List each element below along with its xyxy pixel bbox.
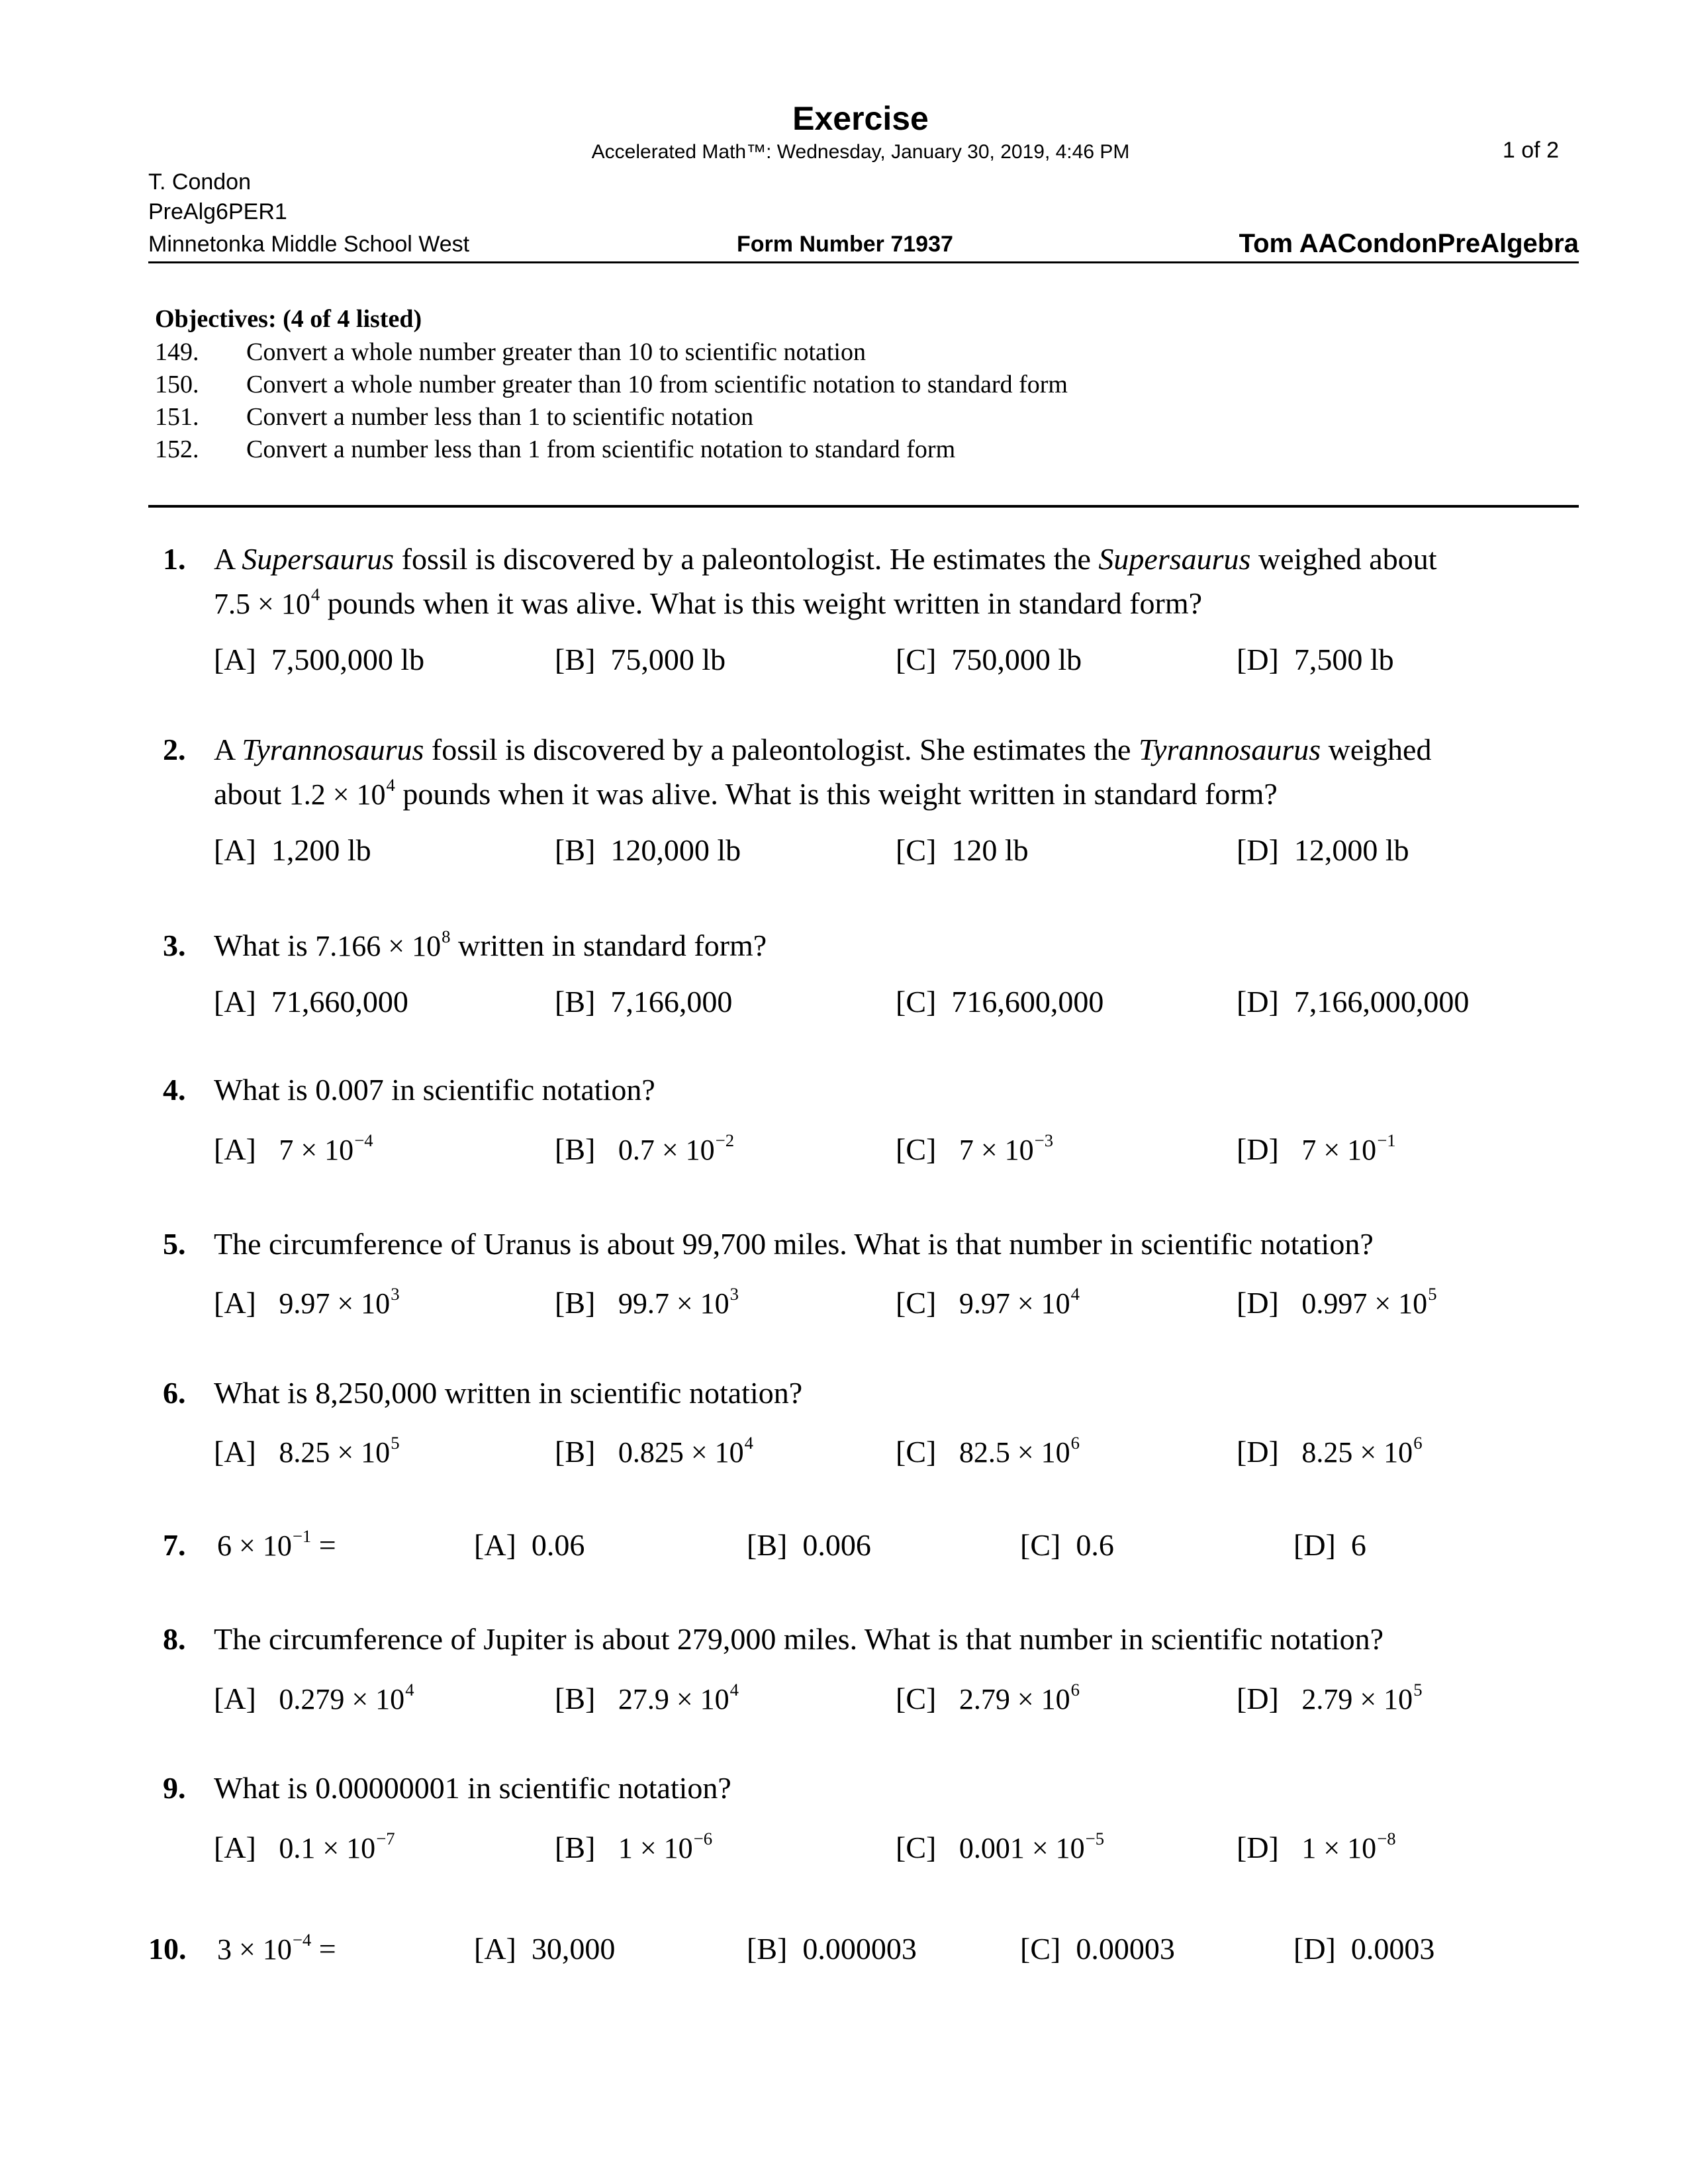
objectives-heading: Objectives: (4 of 4 listed) xyxy=(155,305,422,333)
question-1-choice-c[interactable]: [C] 750,000 lb xyxy=(896,643,1082,676)
question-10-choice-a[interactable]: [A] 30,000 xyxy=(474,1932,616,1966)
question-4-choice-a[interactable]: [A] $7 \times 10^{-4}$ xyxy=(214,1130,373,1166)
page-title: Exercise xyxy=(792,100,929,137)
question-4-number: 4. xyxy=(163,1073,186,1107)
teacher-name: T. Condon xyxy=(148,169,251,195)
question-10-choice-d[interactable]: [D] 0.0003 xyxy=(1293,1932,1435,1966)
question-9-text: What is 0.00000001 in scientific notation? xyxy=(214,1771,731,1805)
question-6-choice-a[interactable]: [A] $8.25 \times 10^5$ xyxy=(214,1433,400,1469)
school-name: Minnetonka Middle School West xyxy=(148,232,470,257)
question-8-choice-c[interactable]: [C] $2.79 \times 10^6$ xyxy=(896,1680,1080,1715)
question-10-number: 10. xyxy=(148,1932,187,1966)
question-9-choice-b[interactable]: [B] $1 \times 10^{-6}$ xyxy=(555,1829,713,1864)
question-5-choice-a[interactable]: [A] $9.97 \times 10^3$ xyxy=(214,1284,400,1320)
question-10-text: $3 \times 10^{-4}$ = xyxy=(217,1930,336,1966)
question-5-choice-b[interactable]: [B] $99.7 \times 10^3$ xyxy=(555,1284,739,1320)
question-2-number: 2. xyxy=(163,733,186,766)
question-7-choice-d[interactable]: [D] 6 xyxy=(1293,1528,1366,1562)
question-4-text: What is 0.007 in scientific notation? xyxy=(214,1073,655,1107)
question-7-choice-b[interactable]: [B] 0.006 xyxy=(747,1528,871,1562)
question-6-choice-c[interactable]: [C] $82.5 \times 10^6$ xyxy=(896,1433,1080,1469)
question-7-text: $6 \times 10^{-1}$ = xyxy=(217,1526,336,1562)
question-3-text: What is $7.166 \times 10^8$ written in standard form? xyxy=(214,927,767,962)
question-7-choice-c[interactable]: [C] 0.6 xyxy=(1020,1528,1114,1562)
question-6-choice-b[interactable]: [B] $0.825 \times 10^4$ xyxy=(555,1433,753,1469)
objectives-divider xyxy=(148,505,1579,508)
question-9-number: 9. xyxy=(163,1771,186,1805)
question-4-choice-c[interactable]: [C] $7 \times 10^{-3}$ xyxy=(896,1130,1054,1166)
question-5-number: 5. xyxy=(163,1227,186,1261)
page-number: 1 of 2 xyxy=(1502,138,1559,163)
question-3-choice-d[interactable]: [D] 7,166,000,000 xyxy=(1237,985,1470,1019)
class-name: PreAlg6PER1 xyxy=(148,199,287,224)
question-8-text: The circumference of Jupiter is about 279,000 miles. What is that number in scientific notation? xyxy=(214,1622,1384,1656)
question-1-choice-b[interactable]: [B] 75,000 lb xyxy=(555,643,726,676)
objective-number: 150. xyxy=(155,371,199,398)
question-2-choice-b[interactable]: [B] 120,000 lb xyxy=(555,833,741,867)
objective-number: 152. xyxy=(155,435,199,463)
question-4-choice-b[interactable]: [B] $0.7 \times 10^{-2}$ xyxy=(555,1130,735,1166)
question-1-text-line2: $7.5 \times 10^4$ pounds when it was alive. What is this weight written in standard form? xyxy=(214,584,1203,620)
question-6-choice-d[interactable]: [D] $8.25 \times 10^6$ xyxy=(1237,1433,1423,1469)
question-2-text: A Tyrannosaurus fossil is discovered by a paleontologist. She estimates the Tyrannosaurus weighed xyxy=(214,733,1432,766)
objective-number: 151. xyxy=(155,403,199,431)
question-9-choice-d[interactable]: [D] $1 \times 10^{-8}$ xyxy=(1237,1829,1396,1864)
question-3-choice-a[interactable]: [A] 71,660,000 xyxy=(214,985,408,1019)
question-4-choice-d[interactable]: [D] $7 \times 10^{-1}$ xyxy=(1237,1130,1396,1166)
question-1-number: 1. xyxy=(163,542,186,576)
question-1-text: A Supersaurus fossil is discovered by a paleontologist. He estimates the Supersaurus weighed about xyxy=(214,542,1437,576)
question-10-choice-b[interactable]: [B] 0.000003 xyxy=(747,1932,917,1966)
header-divider xyxy=(148,261,1579,263)
form-number: Form Number 71937 xyxy=(737,232,953,257)
question-3-choice-c[interactable]: [C] 716,600,000 xyxy=(896,985,1104,1019)
question-3-choice-b[interactable]: [B] 7,166,000 xyxy=(555,985,733,1019)
question-9-choice-a[interactable]: [A] $0.1 \times 10^{-7}$ xyxy=(214,1829,395,1864)
question-7-number: 7. xyxy=(163,1528,186,1562)
question-1-choice-a[interactable]: [A] 7,500,000 lb xyxy=(214,643,425,676)
student-name: Tom AACondonPreAlgebra xyxy=(1239,229,1579,258)
question-2-choice-d[interactable]: [D] 12,000 lb xyxy=(1237,833,1409,867)
question-6-number: 6. xyxy=(163,1376,186,1410)
objective-text: Convert a number less than 1 to scientific notation xyxy=(246,403,754,431)
question-2-choice-c[interactable]: [C] 120 lb xyxy=(896,833,1029,867)
question-7-choice-a[interactable]: [A] 0.06 xyxy=(474,1528,585,1562)
question-9-choice-c[interactable]: [C] $0.001 \times 10^{-5}$ xyxy=(896,1829,1105,1864)
report-subtitle: Accelerated Math™: Wednesday, January 30, 2019, 4:46 PM xyxy=(591,141,1130,163)
objective-text: Convert a whole number greater than 10 from scientific notation to standard form xyxy=(246,371,1068,398)
objective-number: 149. xyxy=(155,338,199,366)
question-2-text-line2: about $1.2 \times 10^4$ pounds when it was alive. What is this weight written in standard form? xyxy=(214,775,1278,811)
question-3-number: 3. xyxy=(163,929,186,962)
objective-text: Convert a whole number greater than 10 to scientific notation xyxy=(246,338,866,366)
question-5-choice-d[interactable]: [D] $0.997 \times 10^5$ xyxy=(1237,1284,1437,1320)
question-5-text: The circumference of Uranus is about 99,700 miles. What is that number in scientific notation? xyxy=(214,1227,1374,1261)
objective-text: Convert a number less than 1 from scientific notation to standard form xyxy=(246,435,956,463)
question-8-choice-b[interactable]: [B] $27.9 \times 10^4$ xyxy=(555,1680,739,1715)
question-8-choice-d[interactable]: [D] $2.79 \times 10^5$ xyxy=(1237,1680,1423,1715)
question-10-choice-c[interactable]: [C] 0.00003 xyxy=(1020,1932,1175,1966)
question-1-choice-d[interactable]: [D] 7,500 lb xyxy=(1237,643,1394,676)
question-8-number: 8. xyxy=(163,1622,186,1656)
question-8-choice-a[interactable]: [A] $0.279 \times 10^4$ xyxy=(214,1680,414,1715)
question-2-choice-a[interactable]: [A] 1,200 lb xyxy=(214,833,371,867)
question-6-text: What is 8,250,000 written in scientific notation? xyxy=(214,1376,803,1410)
question-5-choice-c[interactable]: [C] $9.97 \times 10^4$ xyxy=(896,1284,1080,1320)
